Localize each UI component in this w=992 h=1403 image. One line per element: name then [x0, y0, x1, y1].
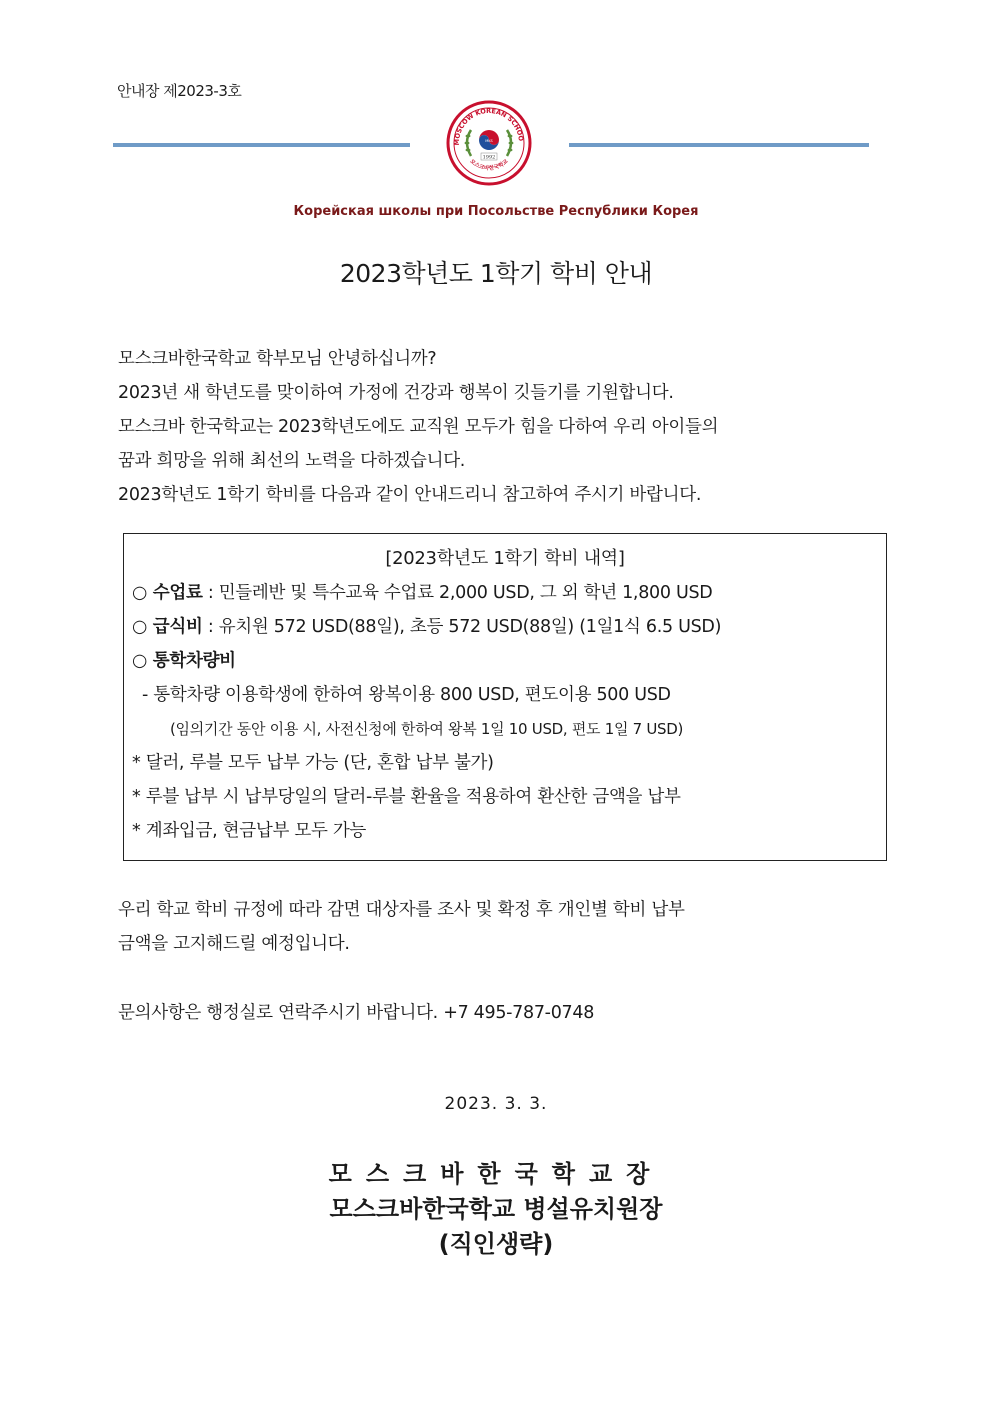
notice-number: 안내장 제2023-3호 — [117, 82, 242, 100]
contact-paragraph — [118, 996, 878, 1030]
school-logo — [441, 100, 537, 186]
logo-arc-text-top: MOSCOW KOREAN SCHOO — [452, 106, 526, 146]
fee-details-box — [123, 533, 887, 861]
intro-line: 2023년 새 학년도를 맞이하여 가정에 건강과 행복이 깃들기를 기원합니다. — [118, 383, 674, 403]
intro-line: 2023학년도 1학기 학비를 다음과 같이 안내드리니 참고하여 주시기 바랍니다. — [118, 485, 702, 505]
logo-center-text: MKS — [485, 139, 493, 143]
bus-fee-line — [132, 644, 878, 678]
meal-text: : 유치원 572 USD(88일), 초등 572 USD(88일) (1일1식 6.5 USD) — [202, 617, 722, 637]
bus-fee-label: ○ 통학차량비 — [132, 651, 236, 671]
meal-label: ○ 급식비 — [132, 617, 203, 637]
bus-fee-daily-note: (임의기간 동안 이용 시, 사전신청에 한하여 왕복 1일 10 USD, 편도 1일 7 USD) — [170, 720, 684, 738]
tuition-line — [132, 576, 878, 610]
payment-note: * 계좌입금, 현금납부 모두 가능 — [132, 821, 367, 841]
logo-year: 1992 — [482, 154, 496, 161]
meal-line — [132, 610, 878, 644]
header-rule-right — [569, 143, 869, 147]
document-date: 2023. 3. 3. — [444, 1094, 548, 1114]
payment-note: * 달러, 루블 모두 납부 가능 (단, 혼합 납부 불가) — [132, 753, 494, 773]
signature-principal: 모스크바한국학교장 — [328, 1160, 664, 1188]
signature-kindergarten-principal: 모스크바한국학교 병설유치원장 — [329, 1195, 663, 1223]
intro-line: 꿈과 희망을 위해 최선의 노력을 다하겠습니다. — [118, 451, 466, 471]
tuition-text: : 민들레반 및 특수교육 수업료 2,000 USD, 그 외 학년 1,800 USD — [202, 583, 713, 603]
document-title: 2023학년도 1학기 학비 안내 — [339, 259, 653, 288]
logo-arc-text-bottom: 모스크바한국학교 — [468, 158, 510, 172]
seal-omitted-note: (직인생략) — [438, 1230, 554, 1258]
fee-box-title: [2023학년도 1학기 학비 내역] — [385, 548, 625, 569]
taegeuk-emblem-icon — [479, 130, 499, 150]
bus-fee-detail: - 통학차량 이용학생에 한하여 왕복이용 800 USD, 편도이용 500 USD — [142, 685, 671, 705]
intro-line: 모스크바 한국학교는 2023학년도에도 교직원 모두가 힘을 다하여 우리 아이들의 — [118, 417, 719, 437]
school-name-russian: Корейская школы при Посольстве Республики Корея — [293, 204, 699, 219]
payment-note: * 루블 납부 시 납부당일의 달러-루블 환율을 적용하여 환산한 금액을 납부 — [132, 787, 681, 807]
reduction-line: 금액을 고지해드릴 예정입니다. — [118, 934, 350, 954]
header-rule-left — [113, 143, 410, 147]
intro-paragraph — [118, 342, 878, 512]
tuition-label: ○ 수업료 — [132, 583, 203, 603]
contact-line: 문의사항은 행정실로 연락주시기 바랍니다. +7 495-787-0748 — [118, 1003, 595, 1023]
reduction-paragraph — [118, 893, 878, 961]
reduction-line: 우리 학교 학비 규정에 따라 감면 대상자를 조사 및 확정 후 개인별 학비 납부 — [118, 900, 685, 920]
intro-line: 모스크바한국학교 학부모님 안녕하십니까? — [118, 349, 437, 369]
